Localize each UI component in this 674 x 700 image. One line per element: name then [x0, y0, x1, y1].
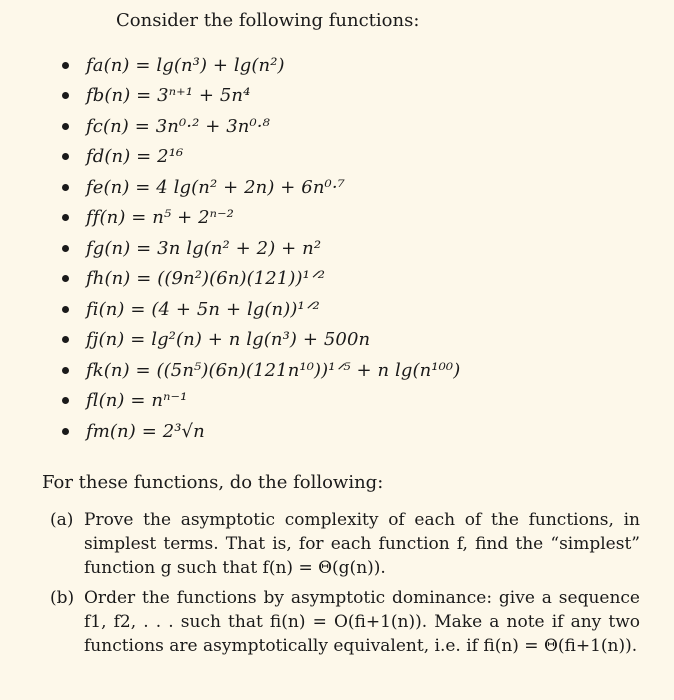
- function-item-l: [52, 386, 460, 417]
- bullet-icon: [62, 245, 69, 252]
- function-item-e: [52, 172, 460, 203]
- bullet-icon: [62, 367, 69, 374]
- function-list: [52, 50, 460, 447]
- bullet-icon: [62, 62, 69, 69]
- function-item-k: [52, 355, 460, 386]
- function-item-c: [52, 111, 460, 142]
- bullet-icon: [62, 184, 69, 191]
- bullet-icon: [62, 92, 69, 99]
- function-formula: fa(n) = lg(n³) + lg(n²): [86, 54, 285, 76]
- function-formula: fg(n) = 3n lg(n² + 2) + n²: [86, 237, 322, 259]
- function-item-m: [52, 416, 460, 447]
- task-label: (b): [50, 588, 75, 608]
- intro-text: Consider the following functions:: [116, 10, 420, 31]
- function-item-h: [52, 264, 460, 295]
- function-formula: fd(n) = 2¹⁶: [86, 146, 184, 168]
- function-formula: fj(n) = lg²(n) + n lg(n³) + 500n: [86, 329, 371, 351]
- bullet-icon: [62, 306, 69, 313]
- function-item-f: [52, 203, 460, 234]
- bullet-icon: [62, 336, 69, 343]
- function-formula: fi(n) = (4 + 5n + lg(n))¹ᐟ²: [86, 298, 320, 320]
- function-item-i: [52, 294, 460, 325]
- function-formula: fh(n) = ((9n²)(6n)(121))¹ᐟ²: [86, 268, 326, 290]
- function-item-g: [52, 233, 460, 264]
- bullet-icon: [62, 214, 69, 221]
- bullet-icon: [62, 428, 69, 435]
- bullet-icon: [62, 153, 69, 160]
- function-formula: ff(n) = n⁵ + 2ⁿ⁻²: [86, 207, 234, 229]
- bullet-icon: [62, 397, 69, 404]
- task-text: Prove the asymptotic complexity of each of the functions, in simplest terms. That is, for each function f, find the “simplest” function g such that f(n) = Θ(g(n)).: [84, 510, 640, 578]
- function-item-a: [52, 50, 460, 81]
- function-item-b: [52, 81, 460, 112]
- task-label: (a): [50, 510, 74, 530]
- function-item-d: [52, 142, 460, 173]
- function-item-j: [52, 325, 460, 356]
- instruction-text: For these functions, do the following:: [42, 472, 384, 493]
- bullet-icon: [62, 275, 69, 282]
- task-a: [50, 508, 650, 580]
- function-formula: fm(n) = 2³√n: [86, 420, 205, 442]
- bullet-icon: [62, 123, 69, 130]
- function-formula: fc(n) = 3n⁰·² + 3n⁰·⁸: [86, 115, 270, 137]
- function-formula: fe(n) = 4 lg(n² + 2n) + 6n⁰·⁷: [86, 176, 345, 198]
- function-formula: fl(n) = nⁿ⁻¹: [86, 390, 188, 412]
- function-formula: fb(n) = 3ⁿ⁺¹ + 5n⁴: [86, 85, 251, 107]
- task-list: [50, 508, 650, 664]
- task-b: [50, 586, 650, 658]
- function-formula: fk(n) = ((5n⁵)(6n)(121n¹⁰))¹ᐟ⁵ + n lg(n¹⁰⁰): [86, 359, 461, 381]
- task-text: Order the functions by asymptotic dominance: give a sequence f1, f2, . . . such that fi(n) = O(fi+1(n)). Make a note if any two functions are asymptotically equivalent, i.e. if fi(n) = Θ(fi+1(n)).: [84, 588, 640, 656]
